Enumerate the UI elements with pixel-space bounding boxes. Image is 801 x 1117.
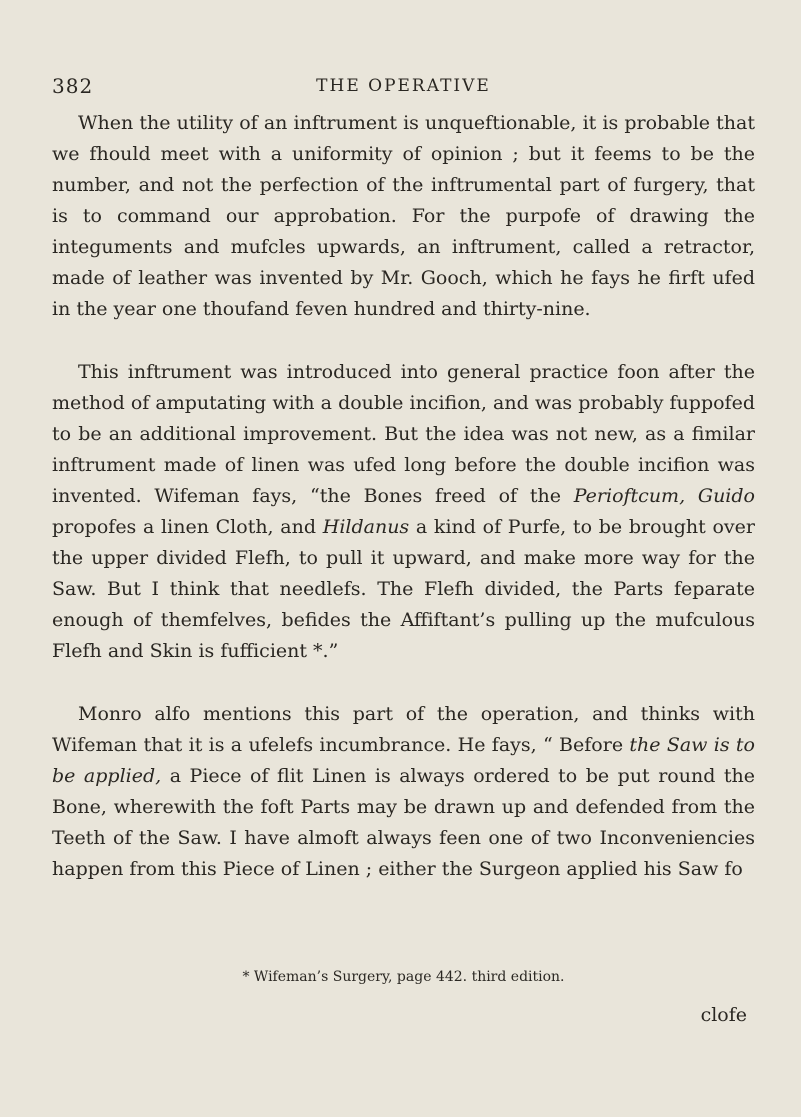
footnote: * Wifeman’s Surgery, page 442. third edition. <box>242 969 565 985</box>
italic-periosteum: Perioftcum, Guido <box>573 485 755 507</box>
paragraph-2-text-a: This inftrument was introduced into general practice foon after the method of amputating with a double incifion, and was probably fuppofed to be an additional improvement. But the idea was not new, as a fimilar inftrument made of linen was ufed long before the double incifion was invented. Wifeman fays, “the Bones freed of the <box>52 361 755 507</box>
italic-saw-phrase: the Saw is to be applied, <box>52 734 755 787</box>
page-number: 382 <box>52 74 94 98</box>
running-title: THE OPERATIVE <box>316 76 491 96</box>
paragraph-3-text-a: Monro alfo mentions this part of the operation, and thinks with Wifeman that it is a ufelefs incumbrance. He fays, “ Before <box>52 703 755 756</box>
paragraph-3 <box>52 699 755 885</box>
paragraph-2 <box>52 357 755 667</box>
paragraph-1: When the utility of an inftrument is unqueftionable, it is probable that we fhould meet with a uniformity of opinion ; but it feems to be the number, and not the perfection of the inftrumental part of furgery, that is to command our approbation. For the purpofe of drawing the integuments and mufcles upwards, an inftrument, called a retractor, made of leather was invented by Mr. Gooch, which he fays he firft ufed in the year one thoufand feven hundred and thirty-nine. <box>52 112 755 320</box>
catchword: clofe <box>700 1004 747 1026</box>
paragraph-2-text-b: propofes a linen Cloth, and <box>52 516 323 538</box>
running-head <box>52 74 755 104</box>
paragraph-2-text-c: a kind of Purfe, to be brought over the upper divided Flefh, to pull it upward, and make more way for the Saw. But I think that needlefs. The Flefh divided, the Parts feparate enough of themfelves, befides the Affiftant’s pulling up the mufculous Flefh and Skin is fufficient *.” <box>52 516 755 662</box>
body-text <box>52 108 755 885</box>
paragraph-3-text-b: a Piece of flit Linen is always ordered to be put round the Bone, wherewith the foft Parts may be drawn up and defended from the Teeth of the Saw. I have almoft always feen one of two Inconveniencies happen from this Piece of Linen ; either the Surgeon applied his Saw fo <box>52 765 755 880</box>
italic-hildanus: Hildanus <box>322 516 410 538</box>
